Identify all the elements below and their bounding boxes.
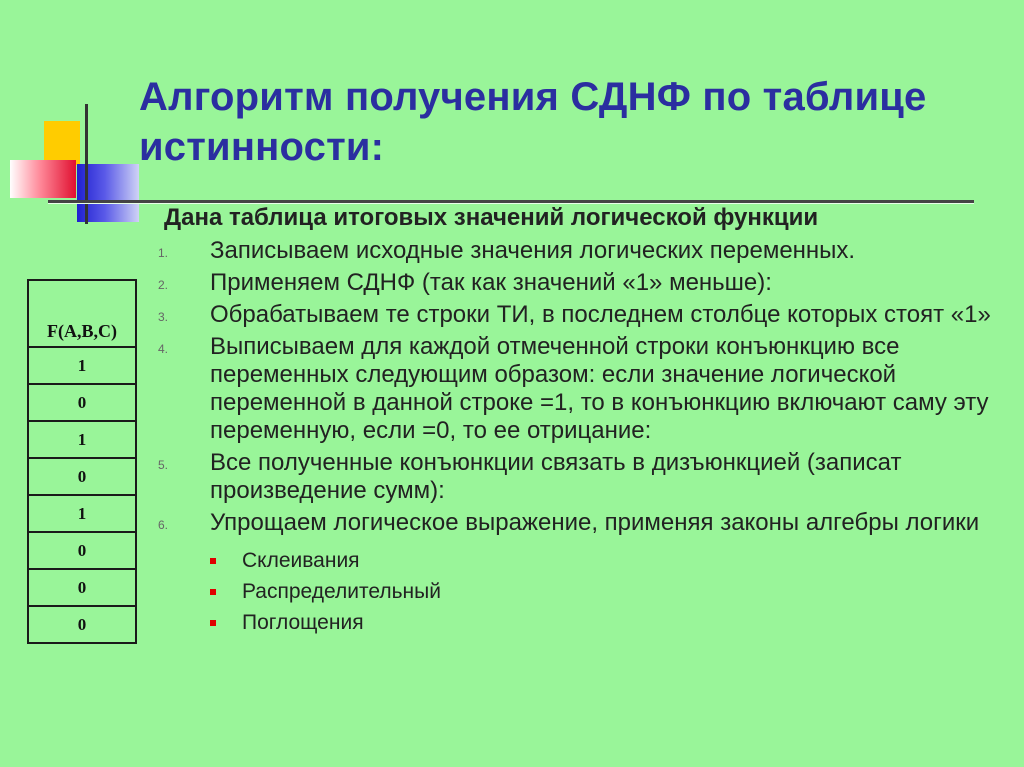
- truth-table-header: F(A,B,C): [28, 280, 136, 347]
- red-square: [10, 160, 76, 198]
- steps-list: [158, 237, 1024, 638]
- yellow-square: [44, 121, 80, 165]
- truth-table-cell: 0: [28, 458, 136, 495]
- step-item: [158, 269, 1024, 297]
- sub-item-label: Поглощения: [242, 611, 364, 634]
- step-number: 1.: [158, 246, 169, 260]
- sub-item: [210, 576, 1024, 607]
- step-item: [158, 449, 1024, 505]
- step-text: Применяем СДНФ (так как значений «1» меньше):: [210, 269, 772, 296]
- square-bullet-icon: [210, 589, 216, 595]
- step-item: [158, 301, 1024, 329]
- step-item: [158, 237, 1024, 265]
- sub-item-label: Распределительный: [242, 580, 441, 603]
- step-number: 6.: [158, 518, 169, 532]
- step-number: 5.: [158, 458, 169, 472]
- square-bullet-icon: [210, 620, 216, 626]
- step-number: 2.: [158, 278, 169, 292]
- slide-content: [158, 203, 1024, 743]
- step-text: Обрабатываем те строки ТИ, в последнем столбце которых стоят «1»: [210, 301, 991, 328]
- truth-table-cell: 0: [28, 532, 136, 569]
- truth-table-cell: 0: [28, 606, 136, 643]
- sub-item: [210, 545, 1024, 576]
- truth-table-cell: 1: [28, 495, 136, 532]
- step-text: Упрощаем логическое выражение, применяя законы алгебры логики: [210, 509, 980, 536]
- slide-title: Алгоритм получения СДНФ по таблице истинности:: [139, 75, 927, 169]
- square-bullet-icon: [210, 558, 216, 564]
- sub-item-label: Склеивания: [242, 549, 360, 572]
- sub-list: [210, 545, 1024, 638]
- step-text: Записываем исходные значения логических переменных.: [210, 237, 856, 264]
- step-text: Выписываем для каждой отмеченной строки конъюнкцию все переменных следующим образом: если значение логической переменной в данной строке =1, то в конъюнкцию включают саму эту переменную, если =0, то ее отрицание:: [210, 333, 989, 444]
- step-item: [158, 509, 1024, 638]
- sub-item: [210, 607, 1024, 638]
- step-item: [158, 333, 1024, 445]
- truth-table-cell: 0: [28, 569, 136, 606]
- step-text: Все полученные конъюнкции связать в дизъюнкцией (записат произведение сумм):: [210, 449, 902, 504]
- decorative-logo: [0, 0, 150, 230]
- truth-table-cell: 0: [28, 384, 136, 421]
- vertical-rule: [85, 104, 88, 224]
- truth-table-cell: 1: [28, 347, 136, 384]
- truth-table-cell: 1: [28, 421, 136, 458]
- step-number: 4.: [158, 342, 169, 356]
- lead-text: Дана таблица итоговых значений логической функции: [164, 204, 819, 231]
- truth-table: [27, 279, 137, 644]
- step-number: 3.: [158, 310, 169, 324]
